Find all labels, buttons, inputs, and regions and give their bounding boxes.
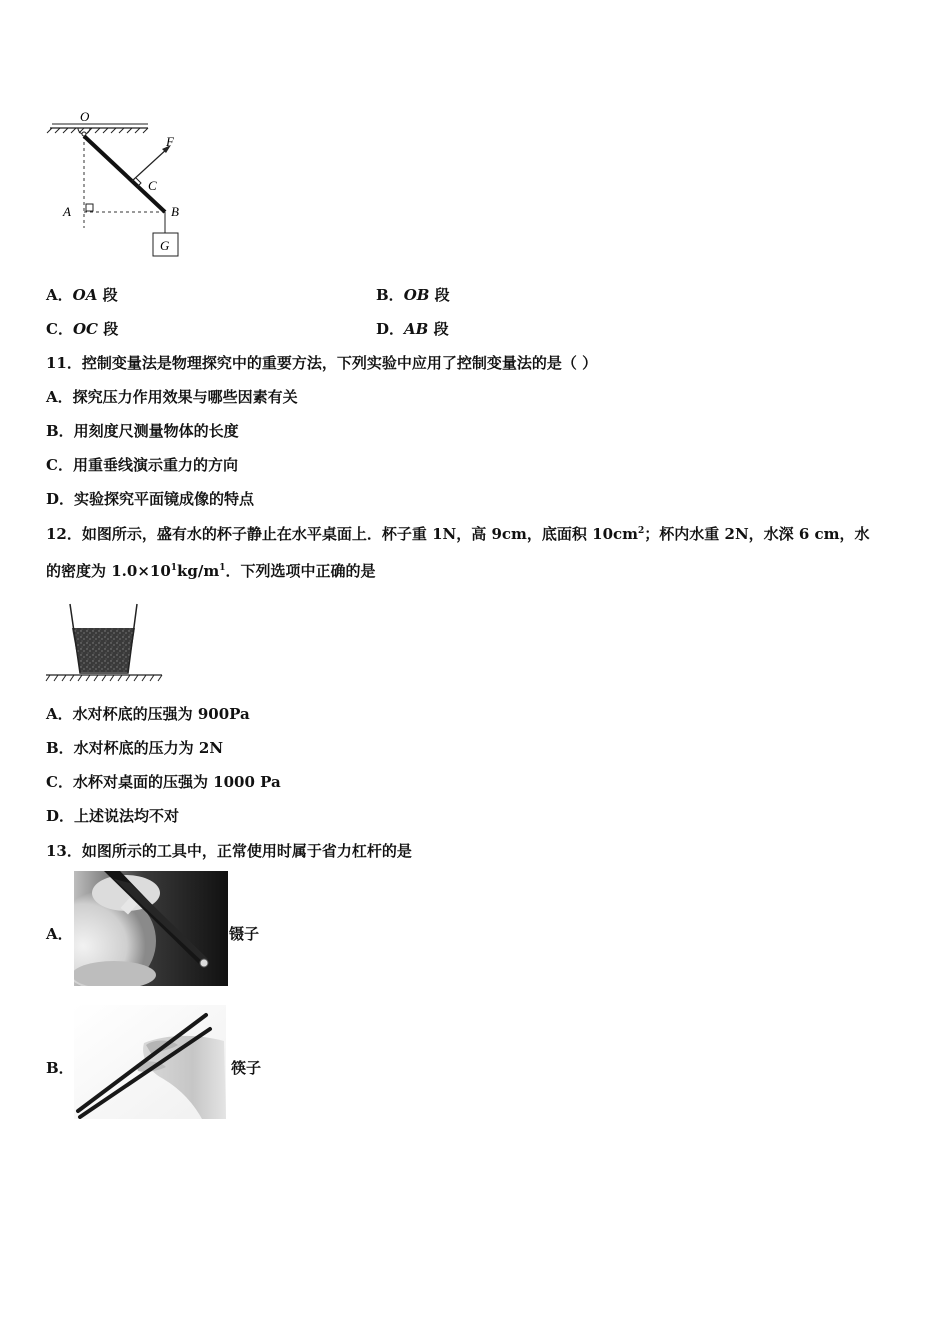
q10-option-d[interactable]: D．AB 段	[376, 320, 449, 338]
q10-option-a[interactable]: A．OA 段	[46, 286, 118, 304]
water-cup-diagram	[44, 600, 166, 684]
label-f: F	[166, 134, 174, 149]
q11-option-b[interactable]: B．用刻度尺测量物体的长度	[46, 422, 239, 440]
label-c: C	[148, 178, 157, 193]
q12-option-b[interactable]: B．水对杯底的压力为 2N	[46, 739, 224, 757]
q12-option-d[interactable]: D．上述说法均不对	[46, 807, 180, 825]
q13-option-a-letter[interactable]: A．	[46, 925, 73, 943]
q12-option-c[interactable]: C．水杯对桌面的压强为 1000 Pa	[46, 773, 281, 791]
label-b: B	[171, 204, 179, 219]
chopsticks-photo	[74, 1005, 226, 1119]
q10-option-c[interactable]: C．OC 段	[46, 320, 119, 338]
q12-stem-line1: 12．如图所示，盛有水的杯子静止在水平桌面上．杯子重 1N，高 9cm，底面积 $10cm^2$；杯内水重 2N，水深 6 cm，水	[46, 525, 870, 543]
q10-option-b[interactable]: B．OB 段	[376, 286, 450, 304]
tweezers-photo	[74, 871, 228, 986]
q12-stem-line2: 的密度为 $1.0\times 10^1kg/m^1$．下列选项中正确的是	[46, 562, 376, 580]
q12-option-a[interactable]: A．水对杯底的压强为 900Pa	[46, 705, 250, 723]
q13-stem: 13．如图所示的工具中，正常使用时属于省力杠杆的是	[46, 842, 412, 860]
q11-option-c[interactable]: C．用重垂线演示重力的方向	[46, 456, 238, 474]
label-a: A	[63, 204, 71, 219]
q13-option-a-caption: 镊子	[229, 925, 260, 943]
q11-option-d[interactable]: D．实验探究平面镜成像的特点	[46, 490, 255, 508]
lever-diagram	[44, 104, 194, 260]
q11-option-a[interactable]: A．探究压力作用效果与哪些因素有关	[46, 388, 298, 406]
q13-option-b-caption: 筷子	[231, 1059, 262, 1077]
q11-stem: 11．控制变量法是物理探究中的重要方法，下列实验中应用了控制变量法的是（ ）	[46, 354, 598, 372]
label-o: O	[80, 109, 90, 124]
q13-option-b-letter[interactable]: B．	[46, 1059, 74, 1077]
label-g: G	[160, 238, 170, 253]
